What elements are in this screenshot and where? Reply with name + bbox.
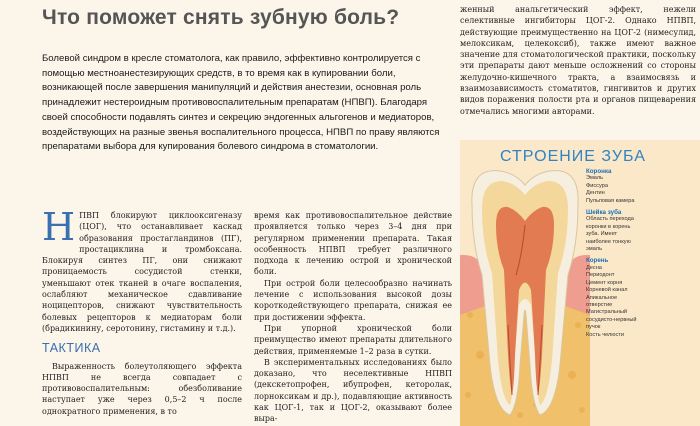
label-neck-desc: коронки в корень <box>586 223 631 230</box>
label-pulp-chamber: Пульповая камера <box>586 197 635 204</box>
label-neck: Шейка зуба <box>586 209 622 217</box>
column-3 <box>460 4 696 117</box>
column-1-paragraph-2: Выраженность болеутоляющего эффекта НПВП не всегда совпадает с противовоспалительным: обезболивание наступает уже через 0,5–2 ч после однократного применения, в то <box>42 361 242 416</box>
lead-paragraph: Болевой синдром в кресле стоматолога, как правило, эффективно контролируется с помощью местноанестезирующих средств, в то время как в купировании боли, возникающей после завершения манипуляций и действия анестезии, основная роль принадлежит нестероидным противовоспалительным препаратам (НПВП). Благодаря своей способности подавлять синтез и секрецию эндогенных альгогенов и медиаторов, воздействующих на разные звенья воспалительного процесса, НПВП по праву являются препаратами выбора для купирования болевого синдрома в стоматологии. <box>42 53 440 153</box>
label-periodontium: Периодонт <box>586 272 615 279</box>
article-title: Что поможет снять зубную боль? <box>42 6 400 29</box>
tooth-diagram <box>460 165 590 426</box>
label-jaw-bone: Кость челюсти <box>586 331 624 338</box>
label-apical: отверстие <box>586 301 613 308</box>
column-2-paragraph-3: При упорной хронической боли преимущество имеют препараты длительного действия, применяемые 1–2 раза в сутки. <box>254 323 452 356</box>
label-bundle: Магистральный <box>586 309 627 316</box>
label-neck-desc: наиболее тонкую <box>586 238 631 245</box>
label-neck-desc: эмаль <box>586 246 602 253</box>
drop-cap: Н <box>42 205 76 249</box>
column-2 <box>254 210 452 425</box>
label-enamel: Эмаль <box>586 175 604 182</box>
section-title-tactics: ТАКТИКА <box>42 341 101 356</box>
label-group-root <box>586 257 696 338</box>
diagram-title: СТРОЕНИЕ ЗУБА <box>500 148 646 165</box>
label-crown: Коронка <box>586 168 612 175</box>
label-neck-desc: зуба. Имеет <box>586 231 618 238</box>
label-neck-desc: Область перехода <box>586 216 634 223</box>
diagram-labels <box>586 168 696 343</box>
label-apical: Апикальное <box>586 294 618 301</box>
label-root-canal: Корневой канал <box>586 287 628 294</box>
column-3-paragraph-1: женный анальгетический эффект, нежели селективные ингибиторы ЦОГ-2. Однако НПВП, действующие преимущественно на ЦОГ-2 (нимесулид, мелоксикам, целекоксиб), также имеют важное значение для стоматологической практики, поскольку эти препараты дают меньше осложнений со стороны желудочно-кишечного тракта, а взаимосвязь и взаимозависимость стоматитов, гингивитов и других видов поражения полости рта и органов пищеварения отмечались многими авторами. <box>460 5 696 116</box>
column-1 <box>42 205 242 417</box>
article-lead <box>42 52 450 155</box>
column-1-text: ПВП блокируют циклооксигеназу (ЦОГ), что останавливает каскад образования простагландинов (ПГ), простациклина и тромбоксана. Блокируя синтез ПГ, они снижают проницаемость сосудистой стенки, уменьшают отек тканей в очаге воспаления, ослабляют механическое сдавливание ноцицепторов, снижают чувствительность болевых рецепторов к медиаторам боли (брадикинину, серотонину, гистамину и т.д.). <box>42 211 242 333</box>
label-bundle: сосудисто-нервный <box>586 316 637 323</box>
label-group-neck <box>586 209 696 253</box>
label-bundle: пучок <box>586 324 601 331</box>
column-2-paragraph-1: время как противовоспалительное действие проявляется только через 3–4 дня при регулярном применении препарата. Такая особенность НПВП требует различного подхода к лечению острой и хронической боли. <box>254 211 452 277</box>
label-gum: Десна <box>586 264 602 271</box>
column-2-paragraph-2: При острой боли целесообразно начинать лечение с использования высокой дозы короткодействующего препарата, снижая ее при достижении эффекта. <box>254 278 452 322</box>
column-1-paragraph-1 <box>42 205 242 334</box>
column-2-paragraph-4: В экспериментальных исследованиях было доказано, что неселективные НПВП (декскетопрофен, ибупрофен, кеторолак, лорноксикам и др.), подавляющие активность как ЦОГ-1, так и ЦОГ-2, оказывают более выра- <box>254 357 452 424</box>
label-dentin: Дентин <box>586 190 605 197</box>
label-group-crown <box>586 168 696 205</box>
label-root: Корень <box>586 257 609 265</box>
label-cementum: Цемент корня <box>586 279 623 286</box>
label-fissure: Фиссура <box>586 182 608 189</box>
